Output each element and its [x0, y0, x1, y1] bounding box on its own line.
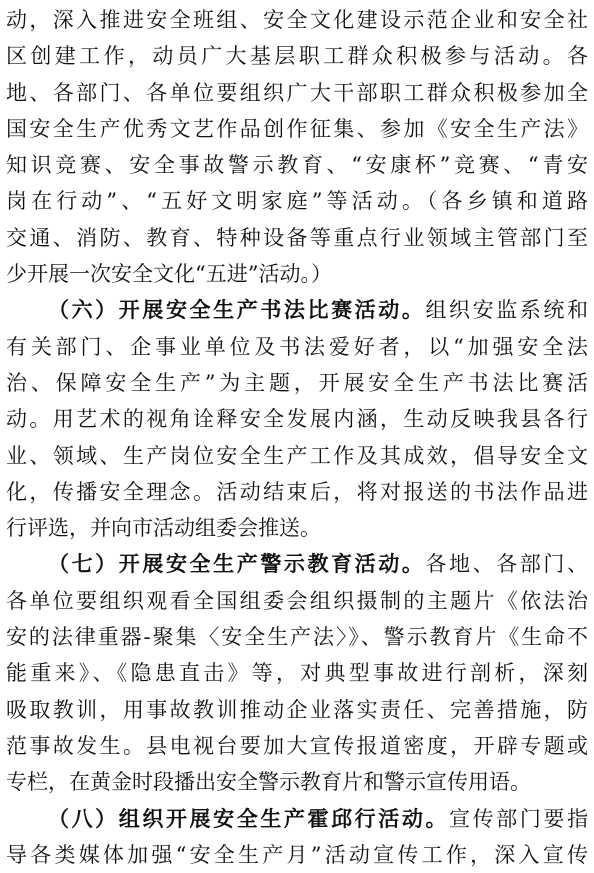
section-heading: （七）开展安全生产警示教育活动。 [48, 551, 426, 577]
text-line: 化，传播安全理念。活动结束后，将对报送的书法作品进 [6, 479, 588, 504]
section-first-line [6, 546, 588, 582]
section-text: 组织安监系统和 [425, 298, 588, 323]
text-line: 区创建工作，动员广大基层职工群众积极参与活动。各 [6, 44, 588, 69]
text-line: 能重来》、《隐患直击》等，对典型事故进行剖析，深刻 [6, 661, 588, 686]
text-line: 少开展一次安全文化“五进”活动。） [6, 262, 332, 287]
text-line: 有关部门、企事业单位及书法爱好者，以“加强安全法 [6, 334, 588, 359]
text-line: 动。用艺术的视角诠释安全发展内涵，生动反映我县各行 [6, 407, 588, 432]
text-line: 国安全生产优秀文艺作品创作征集、参加《安全生产法》 [6, 116, 588, 141]
section-heading: （六）开展安全生产书法比赛活动。 [48, 297, 426, 323]
text-line: 吸取教训，用事故教训推动企业落实责任、完善措施，防 [6, 697, 588, 722]
section-text: 宣传部门要指 [449, 806, 588, 831]
text-line: 各单位要组织观看全国组委会组织摄制的主题片《依法治 [6, 588, 588, 613]
text-line: 地、各部门、各单位要组织广大干部职工群众积极参加全 [6, 80, 588, 105]
text-line: 知识竞赛、安全事故警示教育、“安康杯”竞赛、“青安 [6, 153, 588, 178]
section-heading: （八）组织开展安全生产霍邱行活动。 [48, 805, 450, 831]
section-text: 各地、各部门、 [425, 552, 588, 577]
text-line: 业、领域、生产岗位安全生产工作及其成效，倡导安全文 [6, 443, 588, 468]
text-line: 导各类媒体加强“安全生产月”活动宣传工作，深入宣传 [6, 842, 588, 867]
section-first-line [6, 292, 588, 328]
text-line: 安的法律重器-聚集〈安全生产法〉》、警示教育片《生命不 [6, 625, 588, 650]
text-line: 治、保障安全生产”为主题，开展安全生产书法比赛活 [6, 370, 588, 395]
section-first-line [6, 801, 588, 837]
text-line: 岗在行动”、“五好文明家庭”等活动。（各乡镇和道路 [6, 189, 588, 214]
text-line: 动，深入推进安全班组、安全文化建设示范企业和安全社 [6, 8, 588, 32]
text-line: 专栏，在黄金时段播出安全警示教育片和警示宣传用语。 [6, 770, 531, 795]
text-line: 范事故发生。县电视台要加大宣传报道密度，开辟专题或 [6, 733, 588, 758]
text-line: 行评选，并向市活动组委会推送。 [6, 516, 321, 541]
text-line: 交通、消防、教育、特种设备等重点行业领域主管部门至 [6, 225, 588, 250]
